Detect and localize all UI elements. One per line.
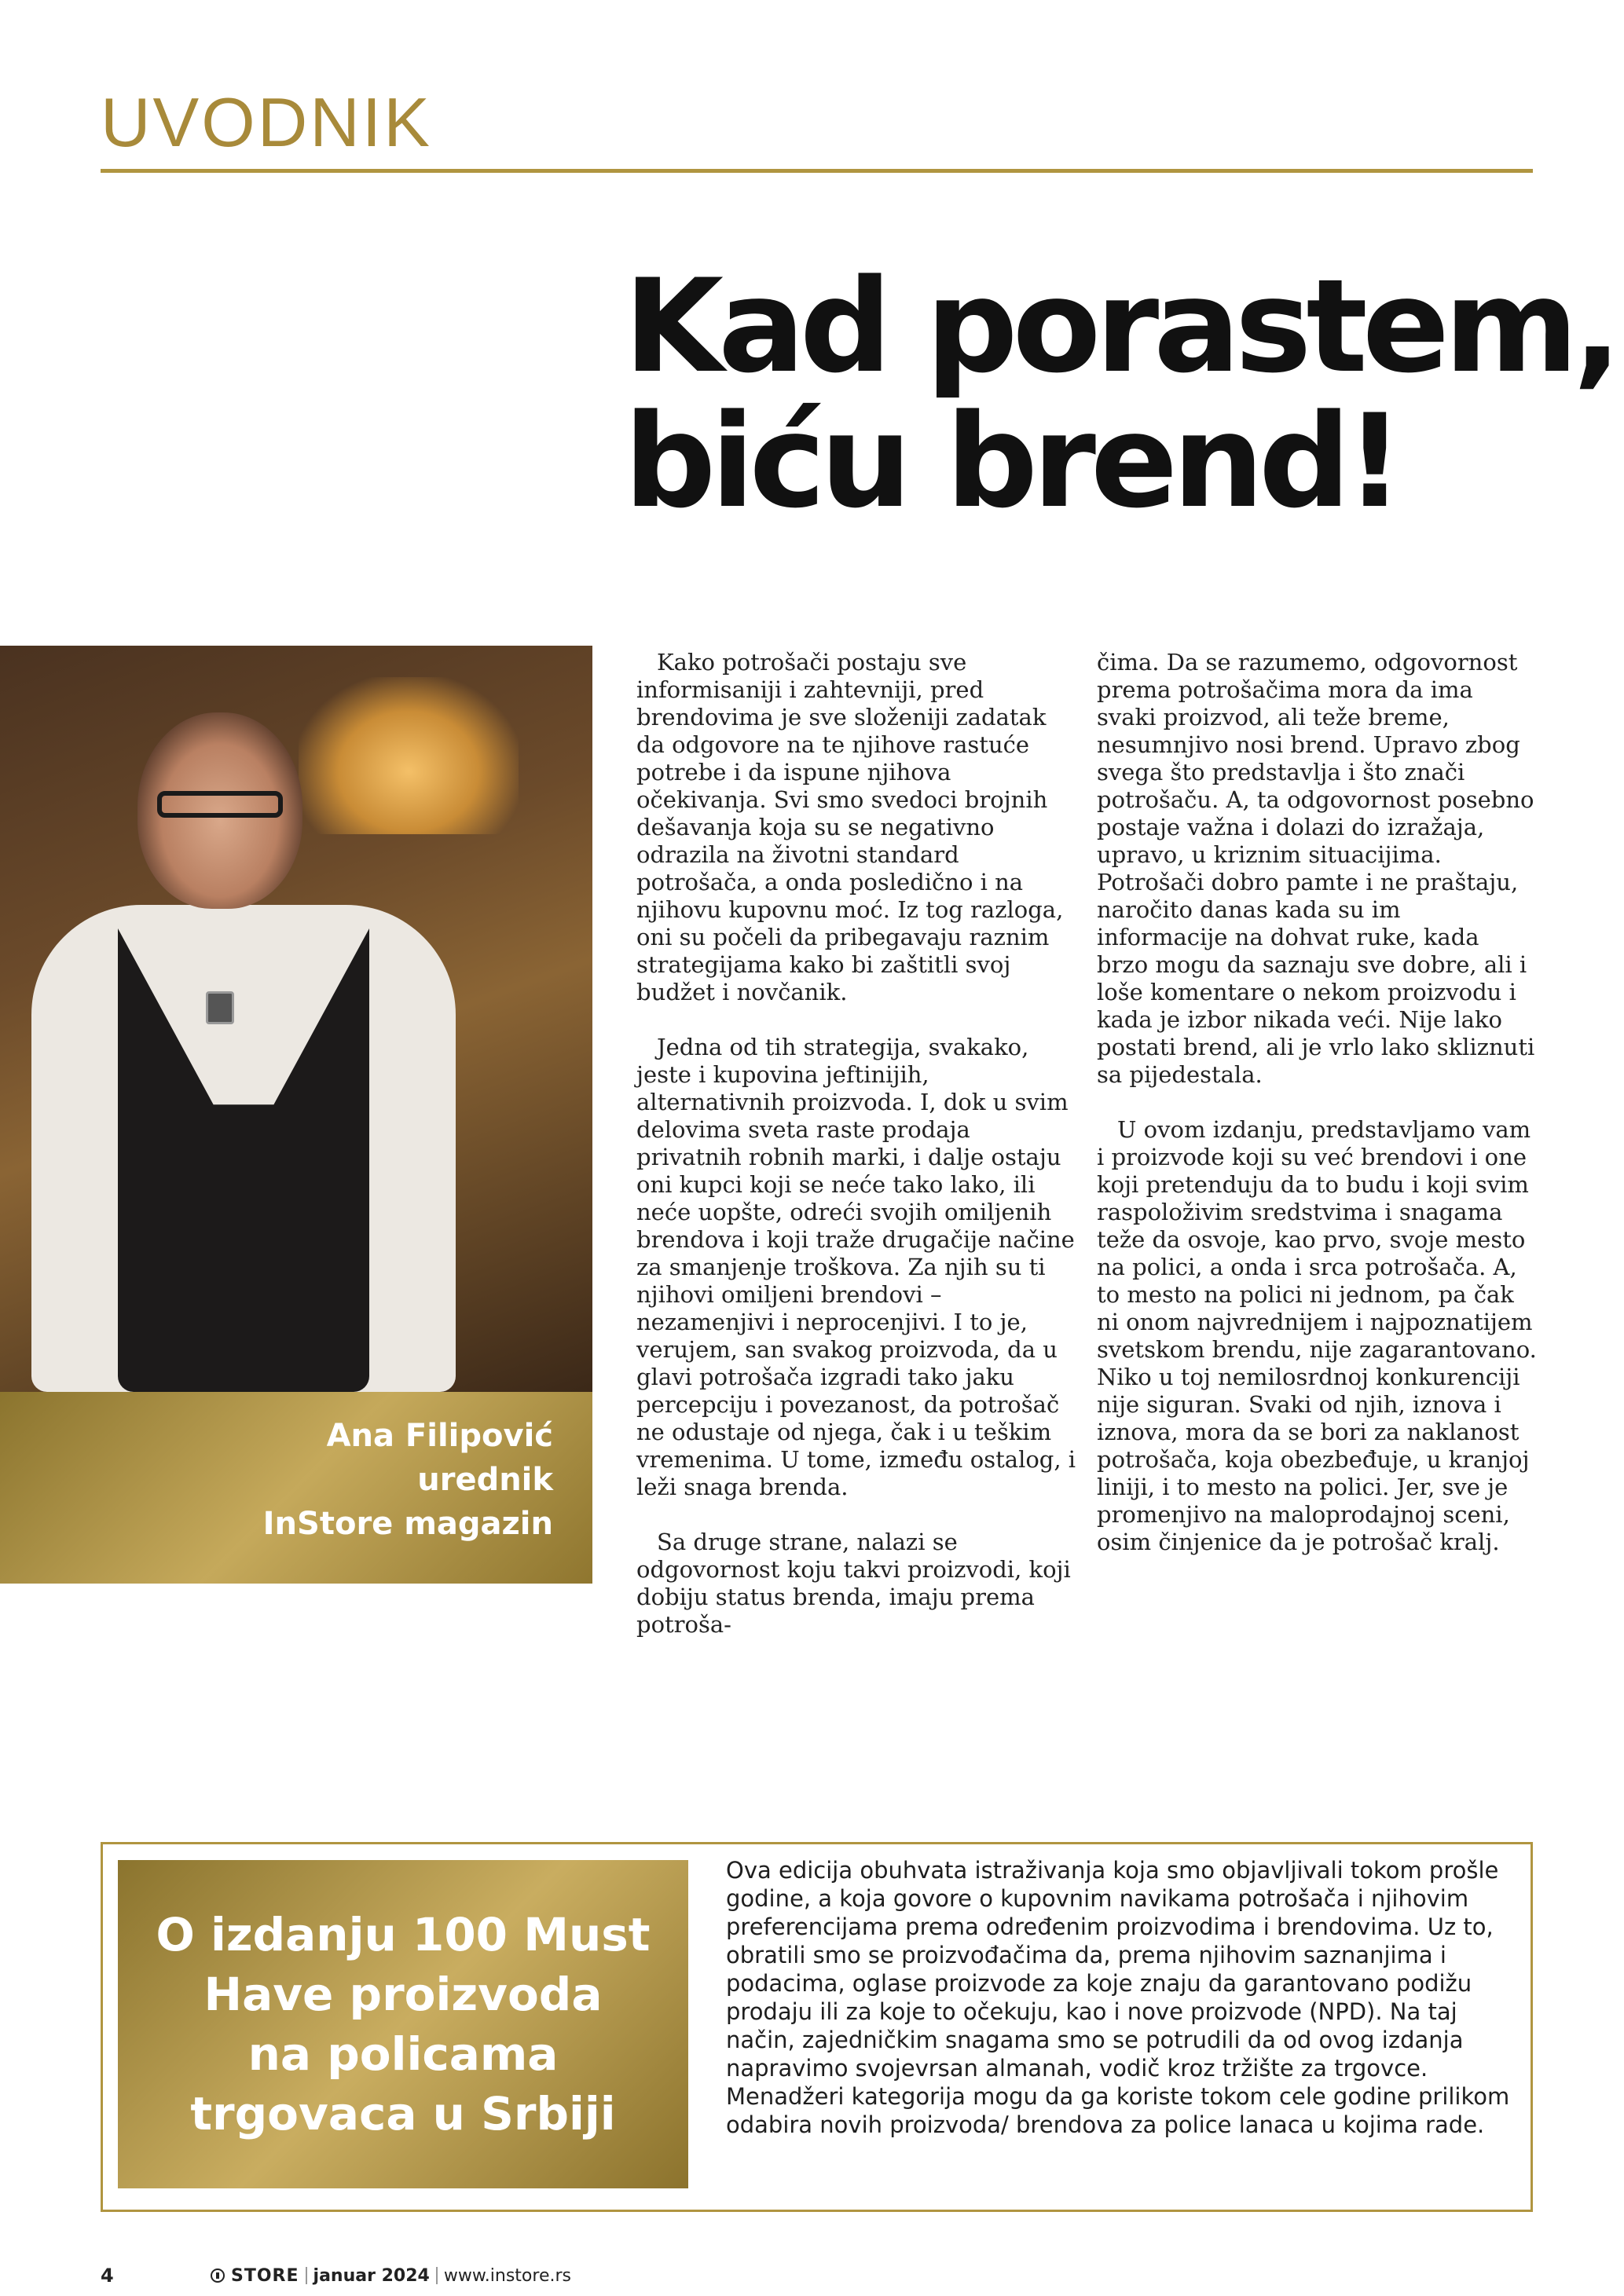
headline — [624, 251, 1617, 536]
edition-info-text: Ova edicija obuhvata istraživanja koja smo objavljivali tokom prošle godine, a koja govore o kupovnim navikama potrošača i njihovim preferencijama prema određenim proizvodima i brendovima. Uz to, obratili smo se proizvođačima da, prema njihovim saznanjima i podacima, oglase proizvode za koje znaju da garantovano podižu prodaju ili za koje to očekuju, kao i nove proizvode (NPD). Na taj način, zajedničkim snagama smo se potrudili da od ovog izdanja napravimo svojevrsan almanah, vodič kroz tržište za trgovce. Menadžeri kategorija mogu da ga koriste tokom cele godine prilikom odabira novih proizvoda/ brendova za police lanaca u kojima rade. — [726, 1857, 1510, 2138]
editor-photo-block — [0, 646, 592, 1584]
edition-title-line: O izdanju 100 Must — [156, 1908, 651, 1961]
edition-title-line: Have proizvoda — [203, 1968, 603, 2021]
edition-info-title — [118, 1860, 688, 2188]
headline-line-1: Kad porastem, — [624, 251, 1617, 401]
page-number: 4 — [101, 2265, 114, 2287]
editor-publication: InStore magazin — [262, 1506, 553, 1542]
editor-portrait-photo — [0, 646, 592, 1392]
editor-caption — [0, 1392, 592, 1584]
article-paragraph: Kako potrošači postaju sve informisaniji i zahtevniji, pred brendovima je sve složeniji zadatak da odgovore na te njihove rastuće potrebe i da ispune njihova očekivanja. Svi smo svedoci brojnih dešavanja koja su se negativno odrazila na životni standard potrošača, a onda posledično i na njihovu kupovnu moć. Iz tog razloga, oni su počeli da pribegavaju raznim strategijama kako bi zaštitli svoj budžet i novčanik. — [636, 649, 1064, 1005]
article-paragraph: U ovom izdanju, predstavljamo vam i proizvode koji su već brendovi i one koji pretenduju da to budu i koji svim raspoloživim sredstvima i snagama teže da osvoje, kao prvo, svoje mesto na polici, a onda i srca potrošača. A, to mesto na polici ni jednom, pa čak ni onom najvrednijem i najpoznatijem svetskom brendu, nije zagarantovano. Niko u toj nemilosrdnoj konkurenciji nije siguran. Svaki od njih, iznova i iznova, mora da se bori za naklanost potrošača, koja obezbeđuje, u kranjoj liniji, i to mesto na polici. Jer, sve je promenjivo na maloprodajnoj sceni, osim činjenice da je potrošač kralj. — [1097, 1116, 1537, 1555]
footer-url[interactable]: www.instore.rs — [443, 2265, 571, 2286]
section-label: UVODNIK — [101, 83, 432, 161]
footer-separator — [436, 2267, 438, 2284]
footer-brand: STORE — [231, 2265, 299, 2286]
pendant-shape — [206, 991, 234, 1024]
page-footer — [101, 2264, 571, 2287]
article-paragraph: čima. Da se razumemo, odgovornost prema potrošačima mora da ima svaki proizvod, ali teže breme, nesumnjivo nosi brend. Upravo zbog svega što predstavlja i što znači potrošaču. A, ta odgovornost posebno postaje važna i dolazi do izražaja, upravo, u kriznim situacijima. Potrošači dobro pamte i ne praštaju, naročito danas kada su im informacije na dohvat ruke, kada brzo mogu da saznaju sve dobre, ali i loše komentare o nekom proizvodu i kada je izbor nikada veći. Nije lako postati brend, ali je vrlo lako skliznuti sa pijedestala. — [1097, 649, 1535, 1088]
article-paragraph: Jedna od tih strategija, svakako, jeste i kupovina jeftinijih, alternativnih proizvoda. I, dok u svim delovima sveta raste prodaja privatnih robnih marki, i dalje ostaju oni kupci koji se neće tako lako, ili neće uopšte, odreći svojih omiljenih brendova i koji traže drugačije načine za smanjenje troškova. Za njih su ti njihovi omiljeni brendovi – nezamenjivi i neprocenjivi. I to je, verujem, san svakog proizvoda, da u glavi potrošača izgradi tako jaku percepciju i povezanost, da potrošač ne odustaje od njega, čak i u teškim vremenima. U tome, između ostalog, i leži snaga brenda. — [636, 1034, 1076, 1500]
footer-separator — [306, 2267, 307, 2284]
edition-title-line: na policama — [247, 2027, 559, 2081]
glasses-shape — [157, 791, 283, 818]
article-paragraph: Sa druge strane, nalazi se odgovornost koju takvi proizvodi, koji dobiju status brenda, imaju prema potroša- — [636, 1529, 1071, 1638]
footer-issue: januar 2024 — [313, 2265, 430, 2286]
headline-line-2: biću brend! — [624, 386, 1399, 536]
edition-title-line: trgovaca u Srbiji — [190, 2087, 616, 2140]
editor-name: Ana Filipović — [326, 1418, 553, 1454]
editor-role: urednik — [417, 1462, 553, 1498]
article-column-2 — [1097, 649, 1537, 1584]
section-divider — [101, 169, 1533, 173]
lamp-shape — [299, 677, 519, 834]
instore-logo-icon — [211, 2269, 225, 2283]
article-column-1 — [636, 649, 1076, 1666]
